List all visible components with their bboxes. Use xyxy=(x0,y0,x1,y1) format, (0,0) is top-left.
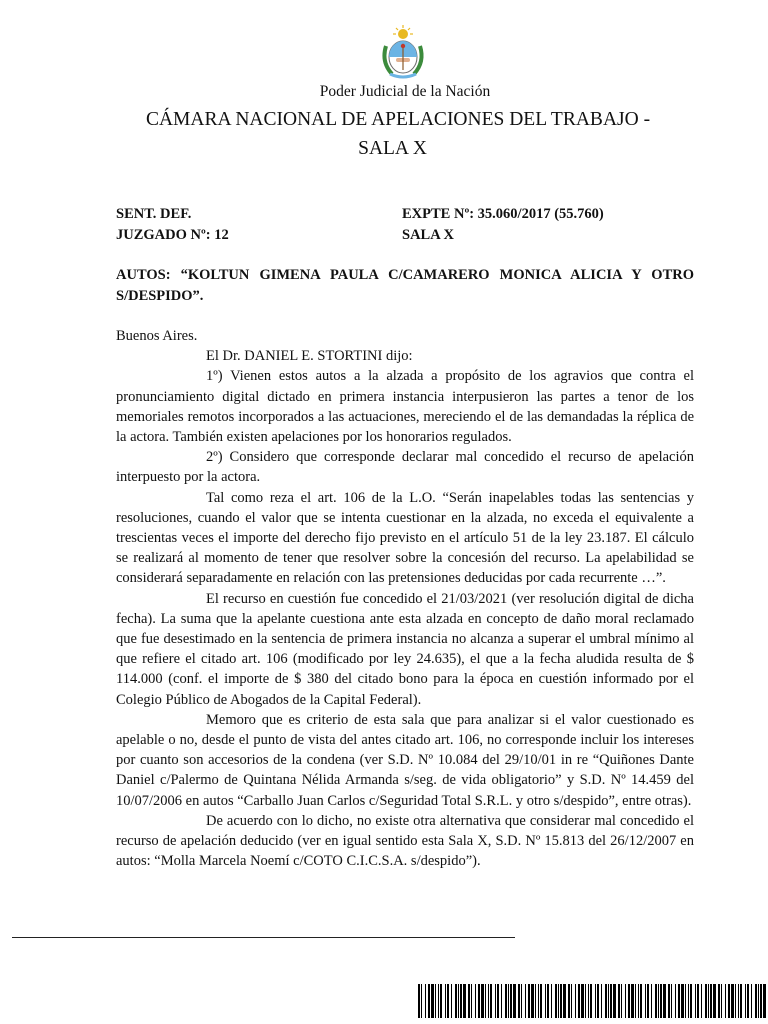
paragraph-1: 1º) Vienen estos autos a la alzada a propósito de los agravios que contra el pronunciamiento digital dictado en primera instancia interpusieron las partes a tenor de los memoriales remotos incorporados a las actuaciones, mereciendo el de las demandadas la réplica de la actora. También existen apelaciones por los honorarios regulados. xyxy=(116,368,694,446)
court-chamber: SALA X xyxy=(358,138,427,159)
chamber-label: SALA X xyxy=(402,227,454,243)
speaker-line: El Dr. DANIEL E. STORTINI dijo: xyxy=(206,348,413,365)
argentina-coat-of-arms-icon xyxy=(378,24,428,80)
place-line: Buenos Aires. xyxy=(116,328,198,344)
juzgado-number: JUZGADO Nº: 12 xyxy=(116,227,229,243)
document-body xyxy=(116,326,694,871)
sentence-type: SENT. DEF. xyxy=(116,206,192,222)
expediente-number: EXPTE Nº: 35.060/2017 (55.760) xyxy=(402,206,604,222)
paragraph-4: El recurso en cuestión fue concedido el 21/03/2021 (ver resolución digital de dicha fecha). La suma que la apelante cuestiona ante esta alzada en concepto de daño moral reclamado que fue desestimado en la sentencia de primera instancia no alcanza a superar el umbral mínimo al que refiere el citado art. 106 (modificado por ley 24.635), el que a la fecha aludida resulta de $ 114.000 (conf. el importe de $ 380 del citado bono para la época en cuestión informado por el Colegio Público de Abogados de la Capital Federal). xyxy=(116,590,694,708)
paragraph-2: 2º) Considero que corresponde declarar mal concedido el recurso de apelación interpuesto por la actora. xyxy=(116,449,694,486)
footer-rule xyxy=(12,937,515,938)
barcode-icon xyxy=(418,984,768,1018)
paragraph-3: Tal como reza el art. 106 de la L.O. “Serán inapelables todas las sentencias y resoluciones, cuando el valor que se intenta cuestionar en la alzada, no exceda el equivalente a trescientas veces el importe del derecho fijo previsto en el artículo 51 de la ley 23.187. El cálculo se realizará al momento de tener que resolver sobre la concesión del recurso. La apelabilidad se considerará separadamente en relación con las pretensiones deducidas por cada recurrente …”. xyxy=(116,489,694,587)
court-name: CÁMARA NACIONAL DE APELACIONES DEL TRABAJO - xyxy=(145,109,651,130)
paragraph-6: De acuerdo con lo dicho, no existe otra alternativa que considerar mal concedido el recurso de apelación deducido (ver en igual sentido esta Sala X, S.D. Nº 15.813 del 26/12/2007 en autos: “Molla Marcela Noemí c/COTO C.I.C.S.A. s/despido”). xyxy=(116,812,694,870)
paragraph-5: Memoro que es criterio de esta sala que para analizar si el valor cuestionado es apelable o no, desde el punto de vista del antes citado art. 106, no corresponde incluir los intereses por cuanto son accesorios de la condena (ver S.D. Nº 10.084 del 29/10/01 in re “Quiñones Dante Daniel c/Palermo de Quintana Nélida Armanda s/seg. de vida obligatorio” y S.D. Nº 14.459 del 10/07/2006 en autos “Carballo Juan Carlos c/Seguridad Total S.R.L. y otro s/despido”, entre otras). xyxy=(116,711,694,809)
case-caption: AUTOS: “KOLTUN GIMENA PAULA C/CAMARERO MONICA ALICIA Y OTRO S/DESPIDO”. xyxy=(116,267,694,304)
institution-name: Poder Judicial de la Nación xyxy=(319,83,491,100)
